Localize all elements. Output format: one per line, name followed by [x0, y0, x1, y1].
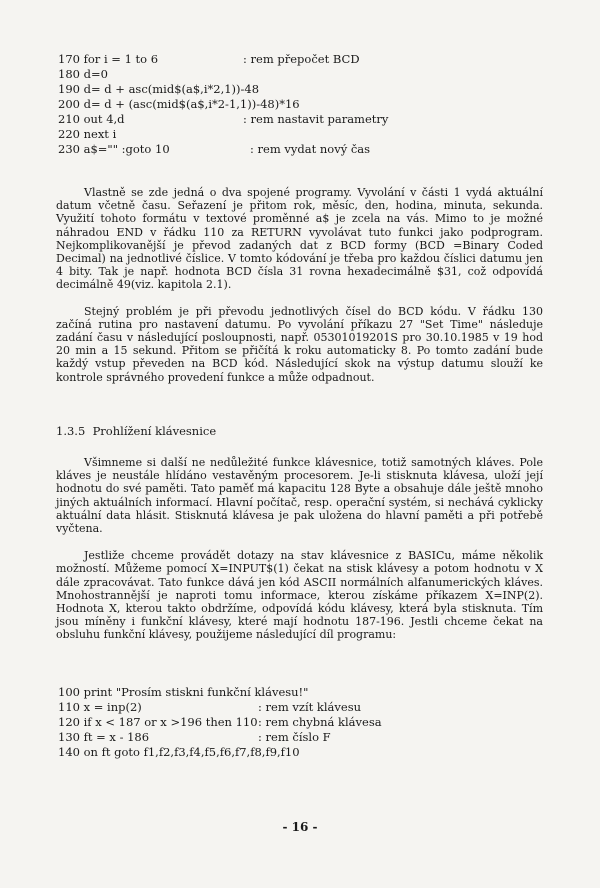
code-text: 220 next i — [58, 127, 117, 141]
code-text: 140 on ft goto f1,f2,f3,f4,f5,f6,f7,f8,f9,f10 — [58, 745, 300, 759]
code-text: 190 d= d + asc(mid$(a$,i*2,1))-48 — [58, 82, 260, 96]
code-line — [58, 142, 371, 156]
code-line — [58, 97, 300, 111]
code-text: 170 for i = 1 to 6 — [58, 52, 159, 66]
paragraph: Všimneme si další ne nedůležité funkce klávesnice, totiž samotných kláves. Pole kláves je neustále hlídáno vestavěným procesorem. Je-li stisknuta klávesa, uloží její hodnotu do své paměti. Tato paměť má kapacitu 128 Byte a obsahuje dále ještě mnoho jiných aktuálních informací. Hlavní počítač, resp. operační systém, si nechává cyklicky aktuální data hlásit. Stisknutá klávesa je pak uložena do hlavní paměti a při potřebě vyčtena. — [56, 456, 543, 536]
code-line — [58, 67, 108, 81]
code-comment: : rem číslo F — [258, 730, 331, 744]
paragraph: Vlastně se zde jedná o dva spojené programy. Vyvolání v části 1 vydá aktuální datum včetně času. Seřazení je přitom rok, měsíc, den, hodina, minuta, sekunda. Využití tohoto formátu v textové proměnné a$ je zcela na vás. Mimo to je možné náhradou END v řádku 110 za RETURN vyvolávat tuto funkci jako podprogram. Nejkomplikovanější je převod zadaných dat z BCD formy (BCD =Binary Coded Decimal) na jednotlivé číslice. V tomto kódování je třeba pro každou číslici datumu jen 4 bity. Tak je např. hodnota BCD čísla 31 rovna hexadecimálně $31, což odpovídá decimálně 49(viz. kapitola 2.1). — [56, 186, 543, 292]
paragraph: Stejný problém je při převodu jednotlivých čísel do BCD kódu. V řádku 130 začíná rutina pro nastavení datumu. Po vyvolání příkazu 27 "Set Time" následuje zadání času v následující posloupnosti, např. 05301019201S pro 30.10.1985 v 19 hod 20 min a 15 sekund. Přitom se přičítá k roku automaticky 8. Po tomto zadání bude každý vstup převeden na BCD kód. Následující skok na výstup datumu slouží ke kontrole správného provedení funkce a může odpadnout. — [56, 304, 543, 384]
code-line — [58, 127, 116, 141]
code-comment: : rem chybná klávesa — [258, 715, 382, 729]
code-comment: : rem přepočet BCD — [243, 52, 360, 66]
code-text: 100 print "Prosím stiskni funkční klávesu!" — [58, 685, 309, 699]
code-line — [58, 730, 331, 744]
code-comment: : rem vydat nový čas — [250, 142, 371, 156]
code-line — [58, 52, 360, 66]
code-line — [58, 715, 382, 729]
code-text: 200 d= d + (asc(mid$(a$,i*2-1,1))-48)*16 — [58, 97, 300, 111]
code-text: 230 a$="" :goto 10 — [58, 142, 170, 156]
body-text-1 — [56, 186, 543, 384]
code-text: 120 if x < 187 or x >196 then 110 — [58, 715, 258, 729]
code-text: 210 out 4,d — [58, 112, 125, 126]
code-text: 110 x = inp(2) — [58, 700, 142, 714]
paragraph: Jestliže chceme provádět dotazy na stav klávesnice z BASICu, máme několik možností. Můžeme pomocí X=INPUT$(1) čekat na stisk klávesy a potom hodnotu v X dále zpracovávat. Tato funkce dává jen kód ASCII normálních alfanumerických kláves. Mnohostrannější je naproti tomu informace, kterou získáme příkazem X=INP(2). Hodnota X, kterou takto obdržíme, odpovídá kódu klávesy, která byla stisknuta. Tím jsou míněny i funkční klávesy, které mají hodnotu 187-196. Jestli chceme čekat na obsluhu funkční klávesy, použijeme následující díl programu: — [56, 549, 543, 642]
code-line — [58, 112, 389, 126]
code-line — [58, 745, 300, 759]
body-text-2 — [56, 456, 543, 642]
page-number: - 16 - — [282, 820, 318, 834]
code-text: 130 ft = x - 186 — [58, 730, 150, 744]
code-line — [58, 685, 308, 699]
code-line — [58, 700, 362, 714]
section-heading: 1.3.5 Prohlížení klávesnice — [56, 424, 217, 438]
code-comment: : rem vzít klávesu — [258, 700, 362, 714]
code-line — [58, 82, 259, 96]
code-text: 180 d=0 — [58, 67, 108, 81]
code-comment: : rem nastavit parametry — [243, 112, 389, 126]
